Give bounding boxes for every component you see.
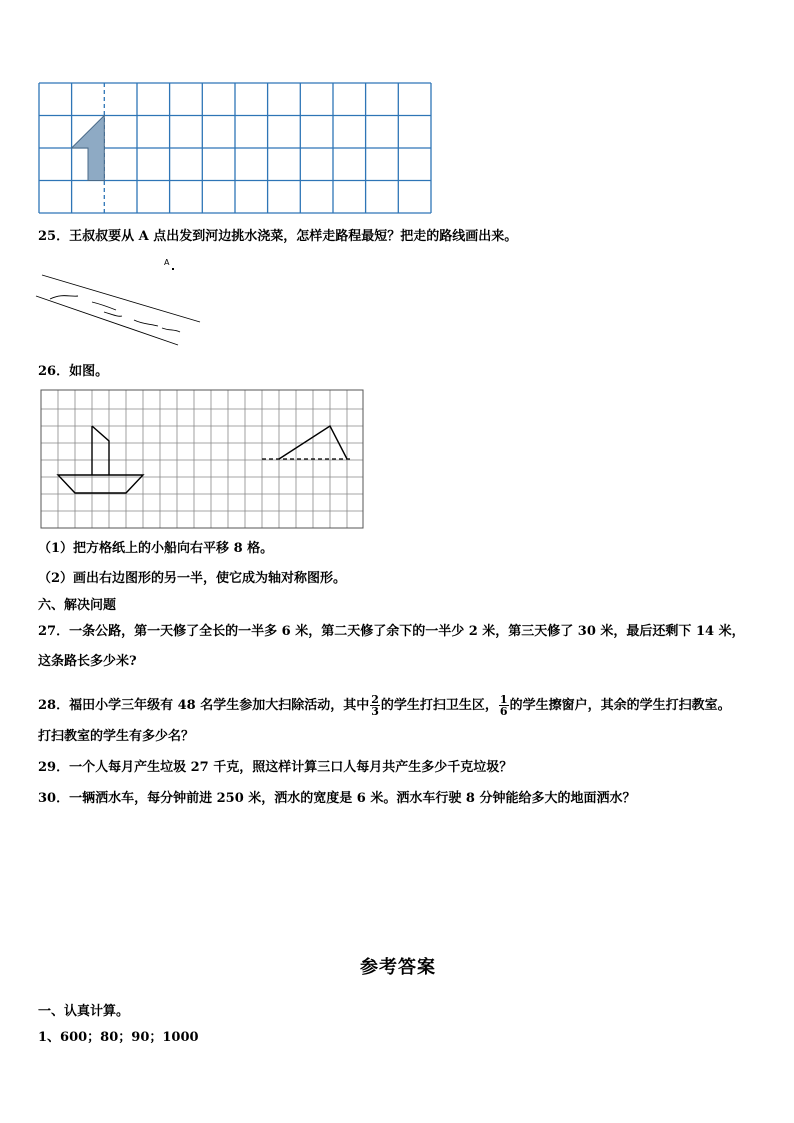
shaded-shape	[72, 116, 105, 181]
boat-grid-figure	[40, 389, 366, 531]
q27-line1: 27．一条公路，第一天修了全长的一半多 6 米，第二天修了余下的一半少 2 米，第三天修了 30 米，最后还剩下 14 米，	[38, 624, 745, 639]
q27-line2: 这条路长多少米?	[38, 654, 137, 669]
q30-text: 30．一辆洒水车，每分钟前进 250 米，洒水的宽度是 6 米。洒水车行驶 8 分钟能给多大的地面洒水？	[38, 791, 636, 806]
boat-shape	[58, 426, 143, 493]
blue-grid-figure	[38, 82, 432, 216]
answer-1: 1、600；80；90；1000	[38, 1030, 199, 1045]
q25-text: 25．王叔叔要从 A 点出发到河边挑水浇菜，怎样走路程最短？把走的路线画出来。	[38, 229, 518, 244]
answers-section1: 一、认真计算。	[38, 1004, 130, 1019]
q26-sub2: （2）画出右边图形的另一半，使它成为轴对称图形。	[38, 571, 347, 586]
q28-line2: 打扫教室的学生有多少名？	[38, 729, 195, 744]
q28-part2: 的学生打扫卫生区，	[380, 698, 498, 713]
answers-title: 参考答案	[360, 957, 436, 978]
fraction-one-sixth: $\frac{1}{6}$	[499, 693, 508, 718]
point-a-label: A	[164, 258, 170, 267]
q28-part3: 的学生擦窗户，其余的学生打扫教室。	[509, 698, 731, 713]
fraction-two-thirds: $\frac{2}{3}$	[371, 693, 379, 718]
river-drawing	[34, 266, 206, 348]
q28-line1	[38, 692, 731, 720]
q26-text: 26．如图。	[38, 364, 109, 379]
q29-text: 29．一个人每月产生垃圾 27 千克，照这样计算三口人每月共产生多少千克垃圾？	[38, 760, 513, 775]
section6-heading: 六、解决问题	[38, 598, 117, 613]
q26-sub1: （1）把方格纸上的小船向右平移 8 格。	[38, 541, 274, 556]
q28-part1: 28．福田小学三年级有 48 名学生参加大扫除活动，其中	[38, 698, 370, 713]
